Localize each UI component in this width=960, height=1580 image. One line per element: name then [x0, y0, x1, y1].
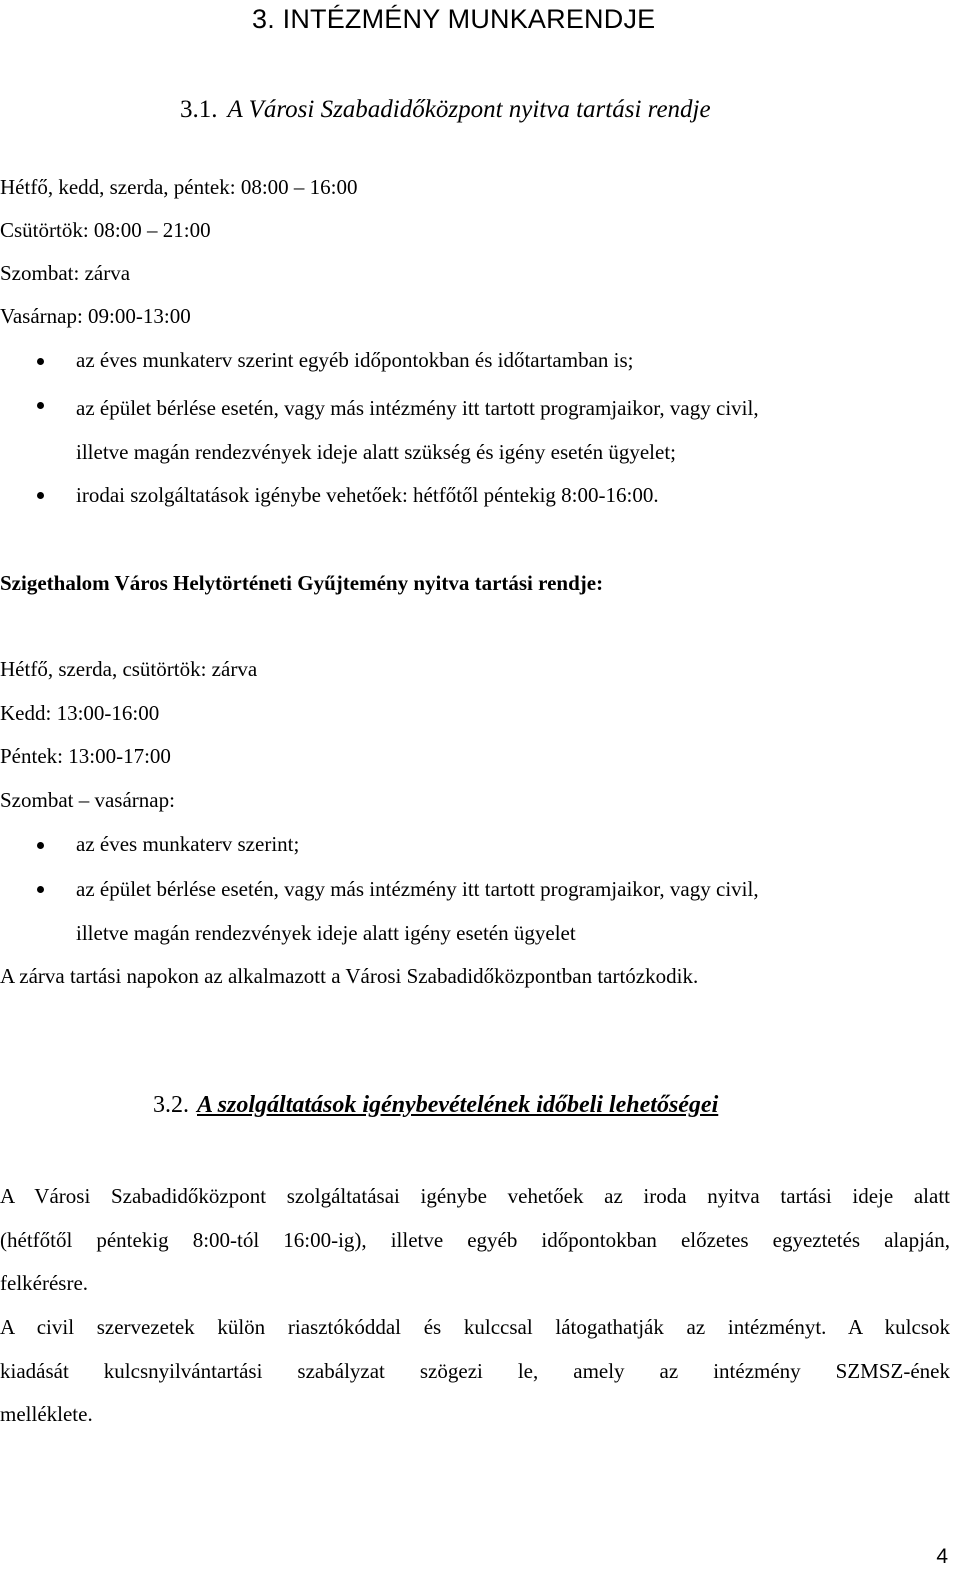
museum-hours-line: Hétfő, szerda, csütörtök: zárva [0, 657, 258, 681]
museum-hours-line: Kedd: 13:00-16:00 [0, 701, 160, 725]
hours-line: Csütörtök: 08:00 – 21:00 [0, 218, 211, 242]
page-heading: 3. INTÉZMÉNY MUNKARENDJE [252, 4, 656, 34]
bullet-icon [37, 402, 44, 409]
paragraph-line: felkérésre. [0, 1271, 89, 1295]
page-number: 4 [936, 1545, 948, 1568]
bullet-text: az épület bérlése esetén, vagy más intézmény itt tartott programjaikor, vagy civil, [76, 877, 759, 901]
paragraph-line: A Városi Szabadidőközpont szolgáltatásai igénybe vehetőek az iroda nyitva tartási ideje alatt [0, 1184, 950, 1208]
museum-hours-line: Péntek: 13:00-17:00 [0, 744, 171, 768]
section-3-2-title: A szolgáltatások igénybevételének időbeli lehetőségei [197, 1092, 719, 1118]
bullet-icon [37, 492, 44, 499]
paragraph-line: A civil szervezetek külön riasztókóddal és kulccsal látogathatják az intézményt. A kulcsok [0, 1315, 950, 1339]
museum-hours-line: Szombat – vasárnap: [0, 788, 175, 812]
section-3-2-number: 3.2. [153, 1092, 189, 1118]
paragraph-line: (hétfőtől péntekig 8:00-tól 16:00-ig), illetve egyéb időpontokban előzetes egyeztetés alapján, [0, 1228, 950, 1252]
museum-heading: Szigethalom Város Helytörténeti Gyűjtemény nyitva tartási rendje: [0, 571, 604, 595]
bullet-text: az épület bérlése esetén, vagy más intézmény itt tartott programjaikor, vagy civil, [76, 396, 759, 420]
paragraph-line: melléklete. [0, 1402, 93, 1426]
section-3-1-title: A Városi Szabadidőközpont nyitva tartási rendje [227, 96, 711, 123]
bullet-text-continuation: illetve magán rendezvények ideje alatt szükség és igény esetén ügyelet; [76, 440, 677, 464]
bullet-icon [37, 358, 44, 365]
hours-line: Vasárnap: 09:00-13:00 [0, 304, 191, 328]
museum-note: A zárva tartási napokon az alkalmazott a Városi Szabadidőközpontban tartózkodik. [0, 964, 699, 988]
bullet-icon [37, 842, 44, 849]
bullet-icon [37, 886, 44, 893]
bullet-text-continuation: illetve magán rendezvények ideje alatt igény esetén ügyelet [76, 921, 576, 945]
hours-line: Hétfő, kedd, szerda, péntek: 08:00 – 16:00 [0, 175, 358, 199]
hours-line: Szombat: zárva [0, 261, 131, 285]
paragraph-line: kiadását kulcsnyilvántartási szabályzat szögezi le, amely az intézmény SZMSZ-ének [0, 1359, 950, 1383]
section-3-2-heading [153, 1092, 718, 1119]
bullet-text: az éves munkaterv szerint egyéb időpontokban és időtartamban is; [76, 348, 634, 372]
bullet-text: irodai szolgáltatások igénybe vehetőek: hétfőtől péntekig 8:00-16:00. [76, 483, 659, 507]
section-3-1-heading [180, 96, 711, 124]
bullet-text: az éves munkaterv szerint; [76, 832, 300, 856]
section-3-1-number: 3.1. [180, 96, 218, 123]
